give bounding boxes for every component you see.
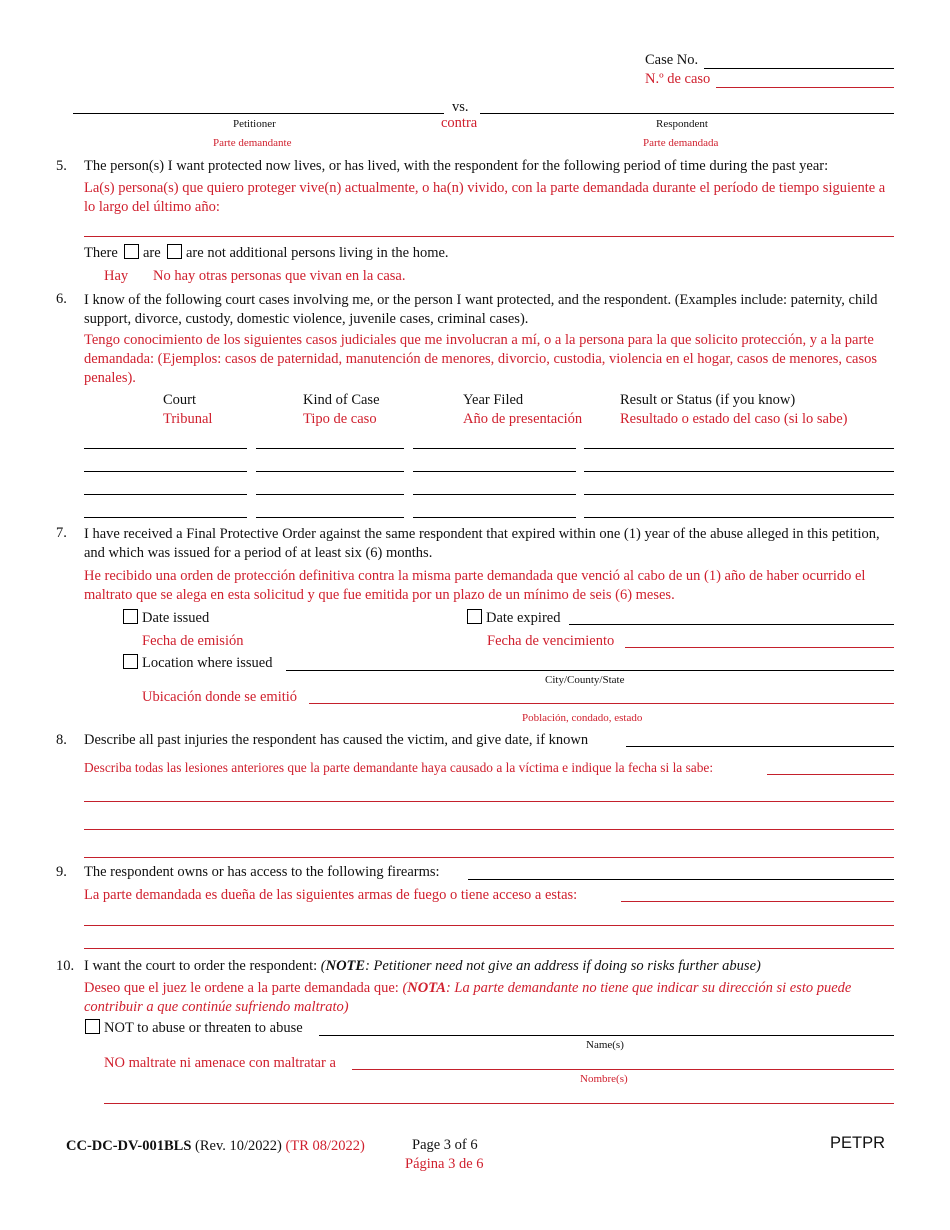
injuries-field-es[interactable] xyxy=(767,774,894,775)
section-5-text: The person(s) I want protected now lives, or has lived, with the respondent for the following period of time during the past year: xyxy=(84,158,829,174)
respondent-label-es: Parte demandada xyxy=(643,137,719,149)
case-court-field[interactable] xyxy=(84,517,247,518)
section-6-text-es: Tengo conocimiento de los siguientes casos judiciales que me involucran a mí, o a la persona para la que solicito protección, y a la parte demandada: (Ejemplos: casos de paternidad, manutención de menores, divorcio, custodia, violencia en el hogar, casos de menores, casos penales). xyxy=(84,332,878,386)
section-6-text: I know of the following court cases involving me, or the person I want protected, and the respondent. (Examples include: paternity, child support, divorce, custody, domestic violence, juvenile cases, criminal cases). xyxy=(84,292,878,327)
section-5-text-es: La(s) persona(s) que quiero proteger vive(n) actualmente, o ha(n) vivido, con la parte demandada durante el período de tiempo siguiente a lo largo del último año: xyxy=(84,180,886,215)
location-field[interactable] xyxy=(286,670,894,671)
injuries-field-line[interactable] xyxy=(84,829,894,830)
injuries-field[interactable] xyxy=(626,746,894,747)
section-6-number: 6. xyxy=(56,291,67,307)
injuries-field-line[interactable] xyxy=(84,801,894,802)
vs-label-es: contra xyxy=(441,115,478,131)
firearms-field-line[interactable] xyxy=(84,925,894,926)
case-court-field[interactable] xyxy=(84,448,247,449)
col-year-es: Año de presentación xyxy=(463,411,583,427)
location-field-es[interactable] xyxy=(309,703,894,704)
col-kind-es: Tipo de caso xyxy=(303,411,377,427)
are-not-checkbox[interactable] xyxy=(167,244,182,259)
case-year-field[interactable] xyxy=(413,471,576,472)
are-label: are xyxy=(143,245,161,261)
case-result-field[interactable] xyxy=(584,448,894,449)
case-result-field[interactable] xyxy=(584,471,894,472)
names-label-es: Nombre(s) xyxy=(580,1073,628,1085)
firearms-field[interactable] xyxy=(468,879,894,880)
col-year: Year Filed xyxy=(463,392,524,408)
section-10-text-es: Deseo que el juez le ordene a la parte demandada que: (NOTA: La parte demandante no tiene que indicar su dirección si esto puede contribuir a que continúe sufriendo maltrato) xyxy=(84,980,852,1015)
names-field[interactable] xyxy=(319,1035,894,1036)
date-issued-label-es: Fecha de emisión xyxy=(142,633,244,649)
col-court-es: Tribunal xyxy=(163,411,213,427)
petitioner-label-es: Parte demandante xyxy=(213,137,292,149)
section-9-text: The respondent owns or has access to the following firearms: xyxy=(84,864,440,880)
case-kind-field[interactable] xyxy=(256,448,404,449)
case-kind-field[interactable] xyxy=(256,471,404,472)
names-label: Name(s) xyxy=(586,1039,624,1051)
date-expired-label: Date expired xyxy=(486,610,561,626)
section-7-text: I have received a Final Protective Order against the same respondent that expired within one (1) year of the abuse alleged in this petition, and which was issued for a period of at least six (6) months. xyxy=(84,526,880,561)
date-expired-field-es[interactable] xyxy=(625,647,894,648)
section-8-number: 8. xyxy=(56,732,67,748)
city-county-state-label-es: Población, condado, estado xyxy=(522,712,643,724)
col-result: Result or Status (if you know) xyxy=(620,392,796,408)
case-year-field[interactable] xyxy=(413,494,576,495)
respondent-field[interactable] xyxy=(480,113,894,114)
vs-label: vs. xyxy=(452,99,469,115)
firearms-field-line[interactable] xyxy=(84,948,894,949)
section-7-text-es: He recibido una orden de protección definitiva contra la misma parte demandada que venció al cabo de un (1) año de haber ocurrido el maltrato que se alega en esta solicitud y que fue emitida por un plazo de un mínimo de seis (6) meses. xyxy=(84,568,866,603)
are-not-label: are not additional persons living in the home. xyxy=(186,245,449,261)
section-5-number: 5. xyxy=(56,158,67,174)
section-8-text: Describe all past injuries the respondent has caused the victim, and give date, if known xyxy=(84,732,589,748)
case-kind-field[interactable] xyxy=(256,517,404,518)
case-no-field-es[interactable] xyxy=(716,87,894,88)
form-id: CC-DC-DV-001BLS (Rev. 10/2022) (TR 08/2022) xyxy=(66,1138,365,1154)
case-kind-field[interactable] xyxy=(256,494,404,495)
petitioner-label: Petitioner xyxy=(233,118,276,130)
col-result-es: Resultado o estado del caso (si lo sabe) xyxy=(620,411,848,427)
case-court-field[interactable] xyxy=(84,494,247,495)
city-county-state-label: City/County/State xyxy=(545,674,625,686)
section-7-number: 7. xyxy=(56,525,67,541)
section-10-number: 10. xyxy=(56,958,75,974)
page-number: Page 3 of 6 xyxy=(412,1137,478,1153)
date-expired-checkbox[interactable] xyxy=(467,609,482,624)
section-8-text-es: Describa todas las lesiones anteriores que la parte demandante haya causado a la víctima e indique la fecha si la sabe: xyxy=(84,760,714,775)
petitioner-field[interactable] xyxy=(73,113,444,114)
case-result-field[interactable] xyxy=(584,494,894,495)
not-abuse-checkbox[interactable] xyxy=(85,1019,100,1034)
section-10-text: I want the court to order the respondent: (NOTE: Petitioner need not give an address if doing so risks further abuse) xyxy=(84,958,761,974)
section-9-number: 9. xyxy=(56,864,67,880)
section-9-text-es: La parte demandada es dueña de las siguientes armas de fuego o tiene acceso a estas: xyxy=(84,887,578,903)
page-number-es: Página 3 de 6 xyxy=(405,1156,484,1172)
no-hay-label-es: No hay otras personas que vivan en la casa. xyxy=(153,268,406,284)
form-code: PETPR xyxy=(830,1134,886,1152)
firearms-field-es[interactable] xyxy=(621,901,894,902)
date-expired-field[interactable] xyxy=(569,624,894,625)
names-field-line[interactable] xyxy=(104,1103,894,1104)
case-no-label: Case No. xyxy=(645,52,699,68)
injuries-field-line[interactable] xyxy=(84,857,894,858)
date-issued-checkbox[interactable] xyxy=(123,609,138,624)
case-year-field[interactable] xyxy=(413,517,576,518)
not-abuse-label: NOT to abuse or threaten to abuse xyxy=(104,1020,303,1036)
location-label: Location where issued xyxy=(142,655,273,671)
not-abuse-label-es: NO maltrate ni amenace con maltratar a xyxy=(104,1055,336,1071)
case-year-field[interactable] xyxy=(413,448,576,449)
case-result-field[interactable] xyxy=(584,517,894,518)
location-checkbox[interactable] xyxy=(123,654,138,669)
respondent-label: Respondent xyxy=(656,118,708,130)
date-issued-label: Date issued xyxy=(142,610,210,626)
case-no-field[interactable] xyxy=(704,68,894,69)
section-5-period-field[interactable] xyxy=(84,236,894,237)
col-kind: Kind of Case xyxy=(303,392,380,408)
there-label: There xyxy=(84,245,118,261)
hay-label-es: Hay xyxy=(104,268,129,284)
date-expired-label-es: Fecha de vencimiento xyxy=(487,633,615,649)
location-label-es: Ubicación donde se emitió xyxy=(142,689,298,705)
case-no-label-es: N.º de caso xyxy=(645,71,711,87)
are-checkbox[interactable] xyxy=(124,244,139,259)
names-field-es[interactable] xyxy=(352,1069,894,1070)
col-court: Court xyxy=(163,392,197,408)
case-court-field[interactable] xyxy=(84,471,247,472)
